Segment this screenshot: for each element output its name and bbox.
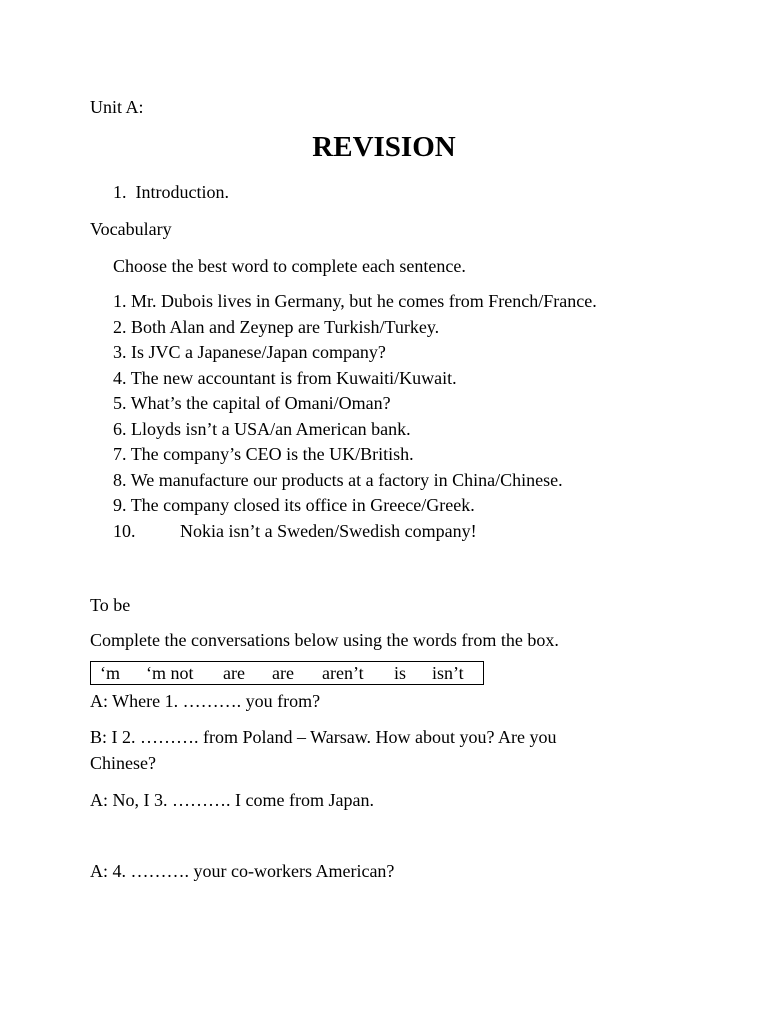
word-box-item: is [394,663,407,683]
to-be-instruction: Complete the conversations below using the words from the box. [90,630,559,650]
list-item [113,290,597,312]
list-item [113,443,414,465]
dialogue-line: B: I 2. ………. from Poland – Warsaw. How about you? Are you [90,727,557,747]
dialogue-line: Chinese? [90,753,156,773]
list-item [113,316,439,338]
item-number: 7. [113,444,127,464]
word-box-item: ‘m [100,663,120,683]
section-label: Introduction. [135,182,229,202]
item-number: 10. [113,521,136,541]
to-be-heading: To be [90,595,131,615]
item-text: The company’s CEO is the UK/British. [130,444,414,464]
item-text: Lloyds isn’t a USA/an American bank. [131,419,411,439]
item-number: 3. [113,342,127,362]
word-box-item: aren’t [322,663,364,683]
vocabulary-instruction: Choose the best word to complete each sentence. [113,256,466,276]
item-text: The company closed its office in Greece/Greek. [130,495,475,515]
word-box-item: are [272,663,294,683]
word-box [90,661,484,685]
list-item [113,469,563,491]
item-number: 5. [113,393,127,413]
dialogue-line: A: No, I 3. ………. I come from Japan. [90,790,374,810]
list-item [113,494,475,516]
list-item [113,341,386,363]
item-number: 8. [113,470,127,490]
word-box-item: ‘m not [146,663,194,683]
unit-label: Unit A: [90,97,144,117]
item-number: 4. [113,368,127,388]
item-number: 1. [113,291,127,311]
list-item [113,367,457,389]
section-number: 1. [113,182,127,202]
item-text: What’s the capital of Omani/Oman? [130,393,391,413]
item-number: 9. [113,495,127,515]
item-text: Is JVC a Japanese/Japan company? [131,342,386,362]
item-number: 2. [113,317,127,337]
vocabulary-heading: Vocabulary [90,219,172,239]
item-number: 6. [113,419,127,439]
item-text: The new accountant is from Kuwaiti/Kuwait. [130,368,457,388]
list-item [113,392,391,414]
list-item [113,520,477,542]
item-text: Both Alan and Zeynep are Turkish/Turkey. [131,317,440,337]
page-title: REVISION [312,131,456,163]
item-text: Mr. Dubois lives in Germany, but he comes from French/France. [131,291,597,311]
word-box-item: isn’t [432,663,464,683]
item-text: We manufacture our products at a factory in China/Chinese. [130,470,563,490]
dialogue-line: A: 4. ………. your co-workers American? [90,861,395,881]
list-item [113,418,411,440]
item-text: Nokia isn’t a Sweden/Swedish company! [180,521,477,541]
section-introduction [113,181,229,203]
word-box-item: are [223,663,245,683]
dialogue-line: A: Where 1. ………. you from? [90,691,321,711]
